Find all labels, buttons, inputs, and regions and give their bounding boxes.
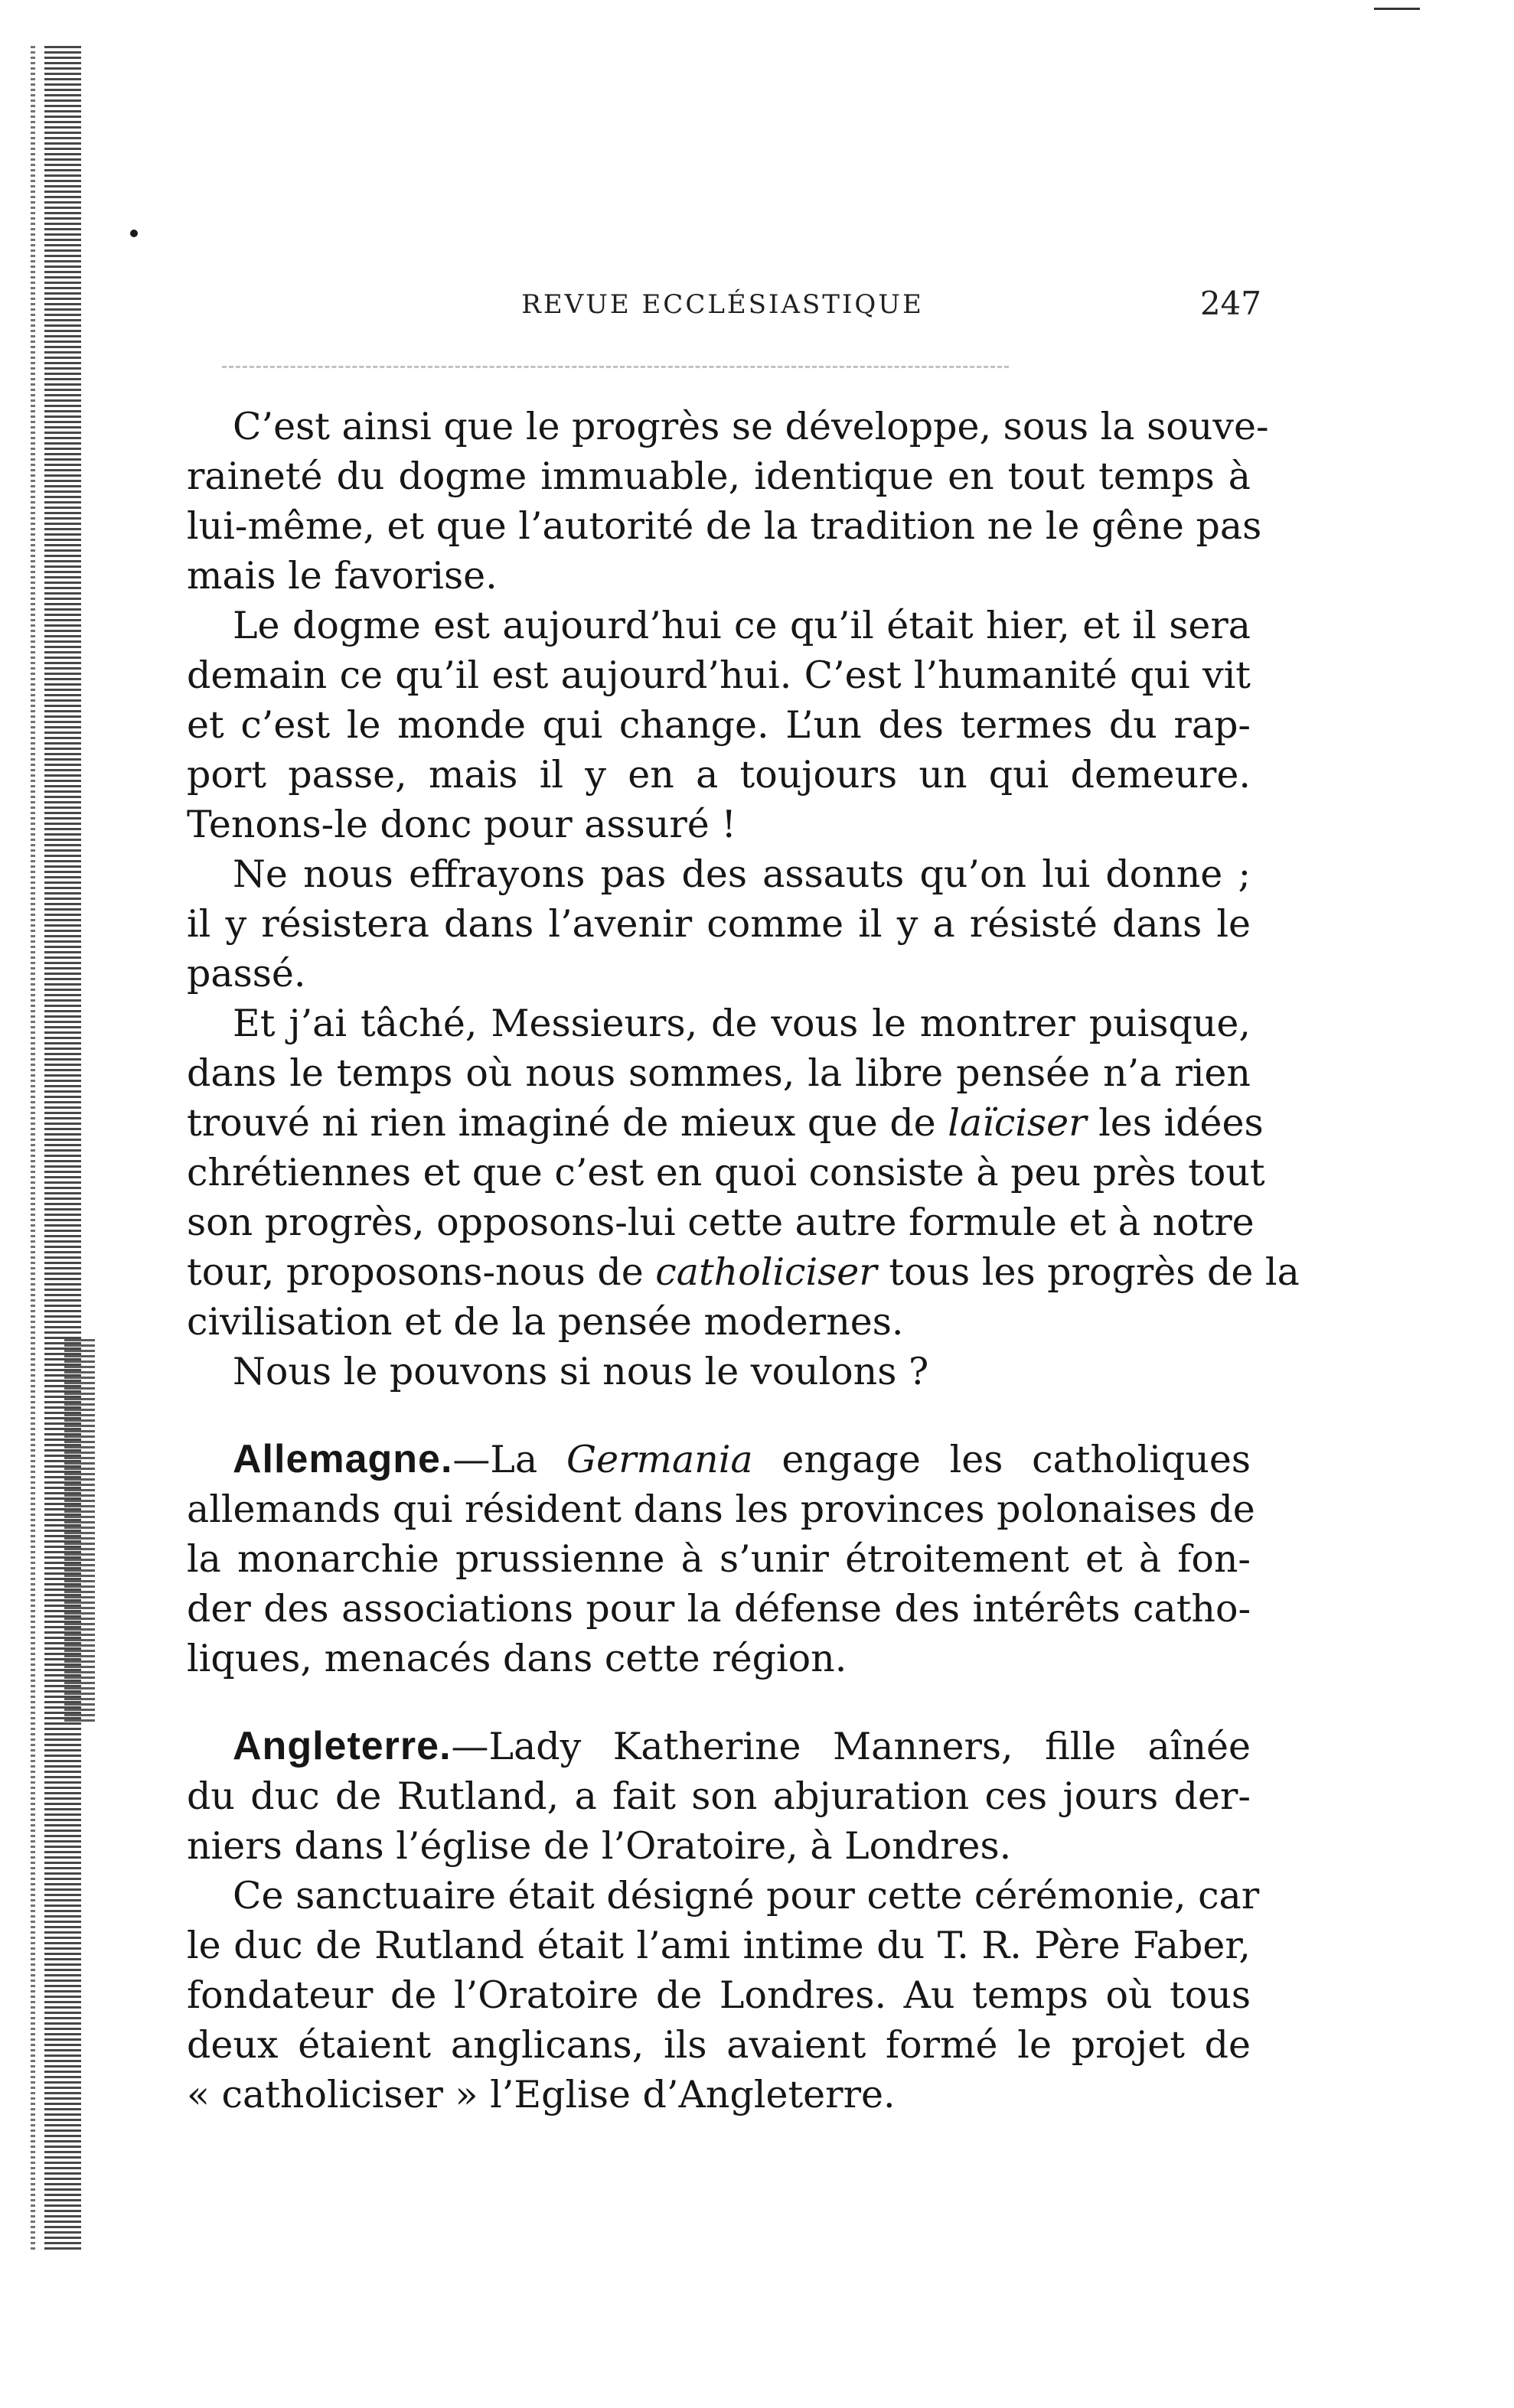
text-line xyxy=(187,1098,1264,1148)
text-line xyxy=(187,1247,1300,1297)
paragraph-dogme xyxy=(187,601,1251,849)
text-line: il y résistera dans l’avenir comme il y a résisté dans le xyxy=(187,902,1251,946)
italic-term-catholiciser: catholiciser xyxy=(655,1250,877,1294)
text-segment: —Lady Katherine Manners, fille aînée xyxy=(451,1725,1251,1768)
text-line: Ce sanctuaire était désigné pour cette cérémonie, car xyxy=(233,1874,1260,1918)
text-segment: tour, proposons-nous de xyxy=(187,1250,644,1294)
section-heading-allemagne: Allemagne. xyxy=(233,1437,453,1481)
text-segment: engage les catholiques xyxy=(781,1438,1251,1481)
text-line: Et j’ai tâché, Messieurs, de vous le montrer puisque, xyxy=(233,1002,1251,1045)
page-body xyxy=(187,402,1300,2120)
paragraph-libre-pensee xyxy=(187,999,1300,1347)
text-line xyxy=(187,1722,1251,1771)
text-line: mais le favorise. xyxy=(187,554,498,598)
text-line: « catholiciser » l’Eglise d’Angleterre. xyxy=(187,2073,896,2116)
header-rule xyxy=(222,366,1009,368)
text-segment: —La xyxy=(452,1438,538,1481)
section-allemagne xyxy=(187,1435,1255,1683)
text-line: deux étaient anglicans, ils avaient formé le projet de xyxy=(187,2023,1251,2067)
section-gap xyxy=(187,1396,1251,1435)
text-line: Tenons-le donc pour assuré ! xyxy=(187,803,737,846)
text-line: son progrès, opposons-lui cette autre formule et à notre xyxy=(187,1201,1255,1244)
text-line: et c’est le monde qui change. L’un des termes du rap- xyxy=(187,703,1251,747)
text-line: du duc de Rutland, a fait son abjuration ces jours der- xyxy=(187,1774,1251,1818)
running-title: REVUE ECCLÉSIASTIQUE xyxy=(521,289,924,320)
scan-speck xyxy=(130,230,138,237)
text-line: allemands qui résident dans les provinces polonaises de xyxy=(187,1487,1255,1531)
text-line: C’est ainsi que le progrès se développe, sous la souve- xyxy=(233,405,1269,448)
text-line: le duc de Rutland était l’ami intime du T. R. Père Faber, xyxy=(187,1924,1251,1967)
text-line: dans le temps où nous sommes, la libre pensée n’a rien xyxy=(187,1051,1251,1095)
section-gap xyxy=(187,1683,1251,1722)
text-line: Le dogme est aujourd’hui ce qu’il était hier, et il sera xyxy=(233,604,1251,647)
paragraph-progres xyxy=(187,402,1269,601)
text-line: la monarchie prussienne à s’unir étroitement et à fon- xyxy=(187,1537,1251,1581)
text-line xyxy=(187,1435,1251,1484)
text-segment: tous les progrès de la xyxy=(889,1250,1300,1294)
scan-binding-shadow-dense xyxy=(64,1339,95,1722)
paragraph-assauts xyxy=(187,849,1251,999)
text-line: passé. xyxy=(187,952,306,995)
text-line: niers dans l’église de l’Oratoire, à Londres. xyxy=(187,1824,1012,1868)
italic-term-laiciser: laïciser xyxy=(948,1101,1087,1145)
text-segment: les idées xyxy=(1098,1101,1264,1145)
text-line: Ne nous effrayons pas des assauts qu’on lui donne ; xyxy=(233,852,1251,896)
page-number: 247 xyxy=(1199,285,1261,322)
text-line: chrétiennes et que c’est en quoi consiste à peu près tout xyxy=(187,1151,1265,1194)
text-line: lui-même, et que l’autorité de la tradition ne le gêne pas xyxy=(187,504,1262,548)
scan-binding-edge xyxy=(31,46,35,2250)
section-heading-angleterre: Angleterre. xyxy=(233,1724,452,1768)
running-head xyxy=(184,285,1261,335)
text-line: civilisation et de la pensée modernes. xyxy=(187,1300,904,1344)
text-line: Nous le pouvons si nous le voulons ? xyxy=(233,1350,929,1393)
text-line: liques, menacés dans cette région. xyxy=(187,1637,847,1680)
scan-binding-shadow xyxy=(44,46,81,2250)
journal-title: Germania xyxy=(566,1438,753,1481)
text-segment: trouvé ni rien imaginé de mieux que de xyxy=(187,1101,936,1145)
text-line: raineté du dogme immuable, identique en tout temps à xyxy=(187,455,1251,498)
text-line: fondateur de l’Oratoire de Londres. Au temps où tous xyxy=(187,1973,1251,2017)
top-edge-mark xyxy=(1374,8,1420,10)
text-line: demain ce qu’il est aujourd’hui. C’est l’humanité qui vit xyxy=(187,653,1251,697)
paragraph-question xyxy=(187,1347,1251,1396)
text-line: port passe, mais il y en a toujours un qui demeure. xyxy=(187,753,1251,797)
text-line: der des associations pour la défense des intérêts catho- xyxy=(187,1587,1251,1631)
section-angleterre xyxy=(187,1722,1260,2120)
